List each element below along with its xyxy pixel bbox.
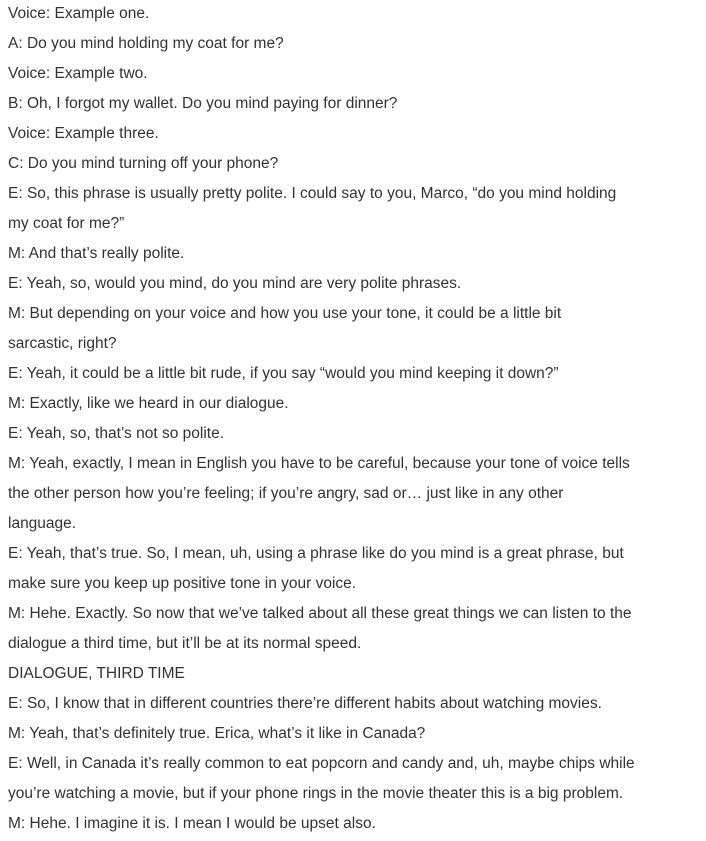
transcript-line: the other person how you’re feeling; if you’re angry, sad or… just like in any other xyxy=(8,485,564,502)
transcript-line: Voice: Example one. xyxy=(8,5,150,22)
transcript-line: you’re watching a movie, but if your phone rings in the movie theater this is a big problem. xyxy=(8,785,624,802)
transcript-line: Voice: Example two. xyxy=(8,65,148,82)
transcript-line: E: So, I know that in different countries there’re different habits about watching movies. xyxy=(8,695,602,712)
transcript-line: M: Hehe. I imagine it is. I mean I would be upset also. xyxy=(8,815,376,832)
transcript-line: dialogue a third time, but it’ll be at its normal speed. xyxy=(8,635,362,652)
transcript-line: E: Yeah, so, that’s not so polite. xyxy=(8,425,225,442)
transcript-line: M: But depending on your voice and how you use your tone, it could be a little bit xyxy=(8,305,562,322)
transcript-line: my coat for me?” xyxy=(8,215,125,232)
transcript-line: Voice: Example three. xyxy=(8,125,159,142)
transcript-line: E: Yeah, it could be a little bit rude, if you say “would you mind keeping it down?” xyxy=(8,365,559,382)
transcript-line: A: Do you mind holding my coat for me? xyxy=(8,35,284,52)
transcript-line: E: Yeah, so, would you mind, do you mind are very polite phrases. xyxy=(8,275,462,292)
transcript-line: C: Do you mind turning off your phone? xyxy=(8,155,279,172)
transcript-line: sarcastic, right? xyxy=(8,335,117,352)
transcript-line: make sure you keep up positive tone in your voice. xyxy=(8,575,357,592)
transcript-line: M: Exactly, like we heard in our dialogue. xyxy=(8,395,289,412)
transcript-line: M: And that’s really polite. xyxy=(8,245,185,262)
transcript-line: E: So, this phrase is usually pretty polite. I could say to you, Marco, “do you mind holding xyxy=(8,185,617,202)
transcript-line: E: Well, in Canada it’s really common to eat popcorn and candy and, uh, maybe chips while xyxy=(8,755,635,772)
transcript-line: M: Yeah, that’s definitely true. Erica, what’s it like in Canada? xyxy=(8,725,426,742)
transcript-line: E: Yeah, that’s true. So, I mean, uh, using a phrase like do you mind is a great phrase, but xyxy=(8,545,624,562)
transcript-line: M: Hehe. Exactly. So now that we’ve talked about all these great things we can listen to the xyxy=(8,605,632,622)
transcript-line: language. xyxy=(8,515,77,532)
transcript-line: M: Yeah, exactly, I mean in English you have to be careful, because your tone of voice tells xyxy=(8,455,630,472)
transcript-line: B: Oh, I forgot my wallet. Do you mind paying for dinner? xyxy=(8,95,398,112)
section-heading: DIALOGUE, THIRD TIME xyxy=(8,665,185,682)
